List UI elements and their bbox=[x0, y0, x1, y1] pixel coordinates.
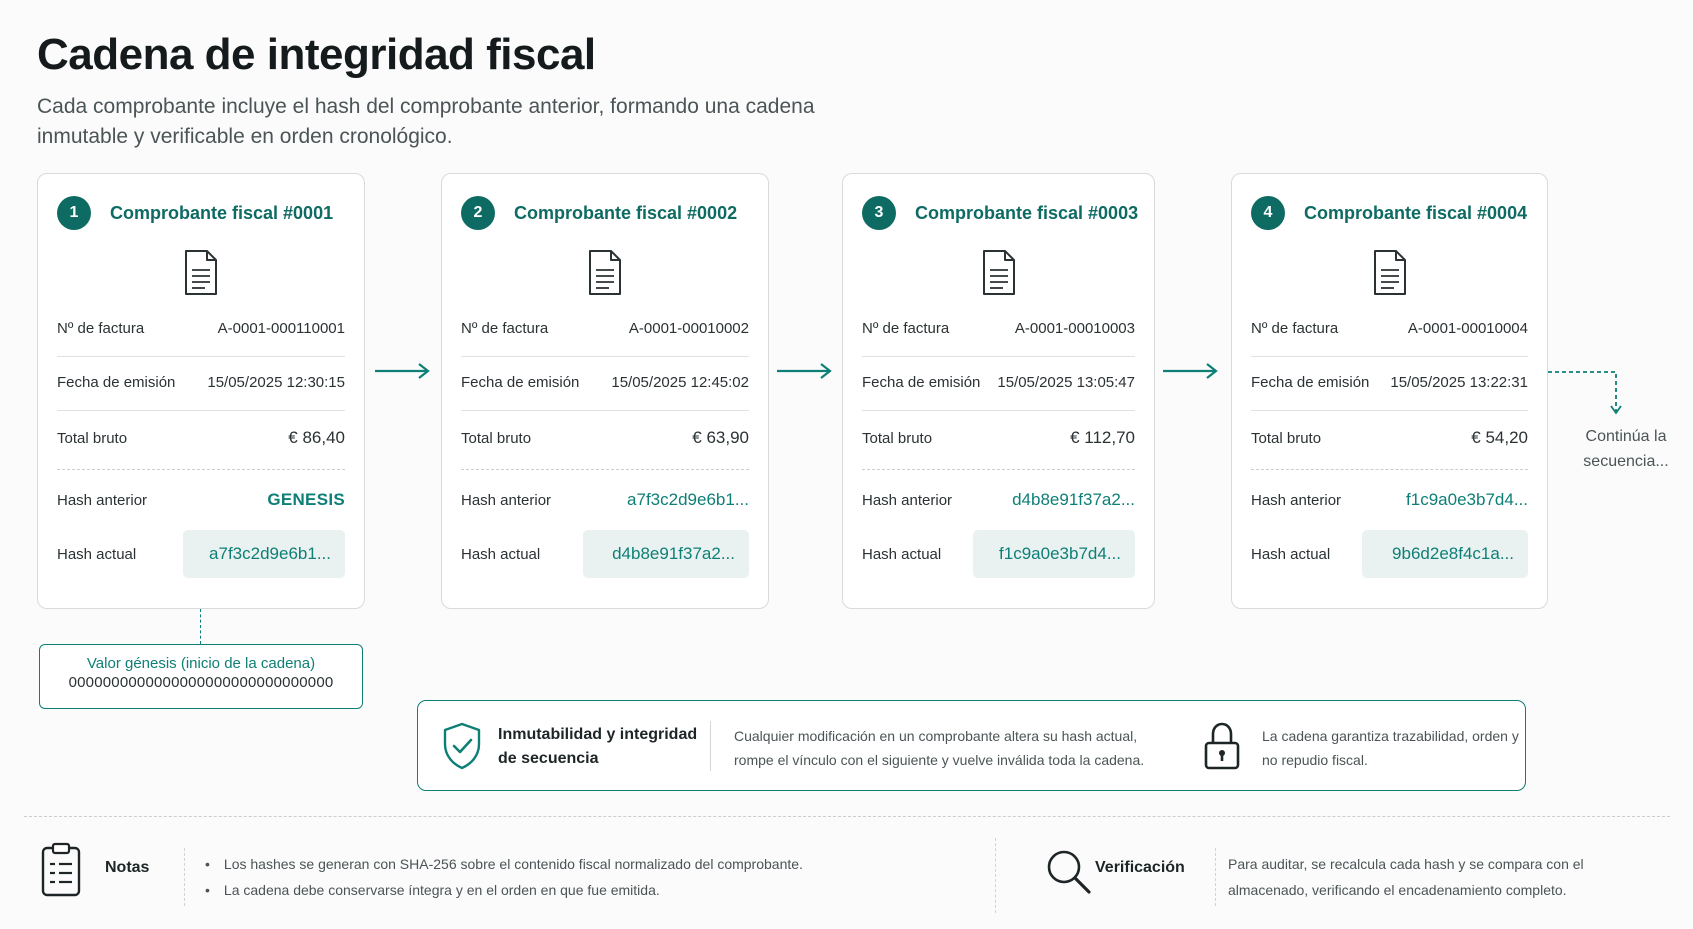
info-text-traceability: La cadena garantiza trazabilidad, orden y no repudio fiscal. bbox=[1262, 728, 1519, 768]
date-row bbox=[57, 374, 345, 391]
card-header bbox=[461, 196, 737, 230]
row-divider bbox=[57, 410, 345, 411]
current-hash-value: a7f3c2d9e6b1... bbox=[183, 530, 345, 578]
shield-check-icon bbox=[442, 722, 482, 770]
row-divider bbox=[862, 356, 1135, 357]
total-label: Total bruto bbox=[57, 429, 128, 447]
verification-divider bbox=[1215, 848, 1216, 906]
prev-hash-row bbox=[862, 490, 1135, 510]
row-divider bbox=[862, 410, 1135, 411]
prev-hash-value: f1c9a0e3b7d4... bbox=[1406, 490, 1528, 509]
continue-arrow-icon bbox=[1548, 362, 1628, 418]
row-divider bbox=[1251, 469, 1528, 470]
invoice-value: A-0001-00010003 bbox=[1014, 320, 1135, 337]
receipt-card-2 bbox=[441, 173, 769, 609]
date-value: 15/05/2025 12:45:02 bbox=[611, 374, 749, 391]
continue-label: Continúa la secuencia... bbox=[1583, 428, 1669, 470]
verification-text: Para auditar, se recalcula cada hash y se compara con el almacenado, verificando el encadenamiento completo. bbox=[1228, 856, 1584, 898]
card-title: Comprobante fiscal #0003 bbox=[915, 202, 1139, 223]
card-title: Comprobante fiscal #0004 bbox=[1304, 202, 1528, 223]
current-hash-label: Hash actual bbox=[1251, 545, 1331, 563]
total-row bbox=[461, 428, 749, 448]
invoice-value: A-0001-00010004 bbox=[1407, 320, 1528, 337]
card-header bbox=[1251, 196, 1527, 230]
prev-hash-row bbox=[461, 490, 749, 510]
clipboard-icon bbox=[40, 842, 82, 898]
invoice-row bbox=[461, 320, 749, 337]
row-divider bbox=[461, 356, 749, 357]
notes-divider bbox=[184, 848, 185, 906]
total-row bbox=[862, 428, 1135, 448]
prev-hash-label: Hash anterior bbox=[862, 491, 953, 509]
step-number-badge: 1 bbox=[57, 196, 91, 230]
card-header bbox=[862, 196, 1138, 230]
receipt-card-1 bbox=[37, 173, 365, 609]
invoice-label: Nº de factura bbox=[862, 320, 950, 337]
current-hash-value: d4b8e91f37a2... bbox=[583, 530, 749, 578]
prev-hash-label: Hash anterior bbox=[57, 491, 148, 509]
total-value: € 63,90 bbox=[692, 428, 749, 447]
genesis-value: 0000000000000000000000000000000 bbox=[68, 674, 334, 691]
step-number-badge: 2 bbox=[461, 196, 495, 230]
immutability-info-box bbox=[417, 700, 1526, 791]
date-label: Fecha de emisión bbox=[461, 374, 580, 391]
row-divider bbox=[1251, 410, 1528, 411]
row-divider bbox=[461, 410, 749, 411]
total-value: € 54,20 bbox=[1471, 428, 1528, 447]
current-hash-row bbox=[461, 530, 749, 578]
receipt-card-4 bbox=[1231, 173, 1548, 609]
page-title: Cadena de integridad fiscal bbox=[37, 30, 596, 79]
date-value: 15/05/2025 12:30:15 bbox=[207, 374, 345, 391]
date-label: Fecha de emisión bbox=[1251, 374, 1370, 391]
row-divider bbox=[57, 469, 345, 470]
document-icon bbox=[1372, 250, 1408, 296]
arrow-right-icon bbox=[1163, 361, 1219, 381]
arrow-right-icon bbox=[375, 361, 431, 381]
genesis-box bbox=[39, 644, 363, 709]
card-title: Comprobante fiscal #0002 bbox=[514, 202, 738, 223]
info-title: Inmutabilidad y integridad de secuencia bbox=[498, 726, 698, 767]
footer-divider bbox=[995, 838, 996, 913]
notes-list bbox=[205, 851, 803, 903]
card-header bbox=[57, 196, 333, 230]
current-hash-row bbox=[862, 530, 1135, 578]
invoice-value: A-0001-00010002 bbox=[628, 320, 749, 337]
document-icon bbox=[183, 250, 219, 296]
total-value: € 86,40 bbox=[288, 428, 345, 447]
step-number-badge: 4 bbox=[1251, 196, 1285, 230]
notes-label: Notas bbox=[105, 859, 150, 876]
total-value: € 112,70 bbox=[1070, 428, 1135, 447]
current-hash-row bbox=[57, 530, 345, 578]
list-item: • Los hashes se generan con SHA-256 sobre el contenido fiscal normalizado del comprobante. bbox=[205, 851, 803, 877]
row-divider bbox=[57, 356, 345, 357]
document-icon bbox=[981, 250, 1017, 296]
row-divider bbox=[1251, 356, 1528, 357]
total-label: Total bruto bbox=[862, 429, 933, 447]
current-hash-value: f1c9a0e3b7d4... bbox=[973, 530, 1135, 578]
invoice-row bbox=[862, 320, 1135, 337]
invoice-label: Nº de factura bbox=[57, 320, 145, 337]
date-row bbox=[461, 374, 749, 391]
step-number-badge: 3 bbox=[862, 196, 896, 230]
info-text-modification: Cualquier modificación en un comprobante altera su hash actual, rompe el vínculo con el siguiente y vuelve inválida toda la cadena. bbox=[734, 728, 1145, 768]
card-title: Comprobante fiscal #0001 bbox=[110, 202, 334, 223]
lock-icon bbox=[1203, 721, 1241, 771]
page-subtitle: Cada comprobante incluye el hash del comprobante anterior, formando una cadena inmutable y verificable en orden cronológico. bbox=[37, 95, 815, 148]
prev-hash-row bbox=[57, 490, 345, 510]
prev-hash-label: Hash anterior bbox=[461, 491, 552, 509]
prev-hash-value: d4b8e91f37a2... bbox=[1012, 490, 1135, 509]
total-label: Total bruto bbox=[461, 429, 532, 447]
row-divider bbox=[461, 469, 749, 470]
total-row bbox=[1251, 428, 1528, 448]
invoice-value: A-0001-000110001 bbox=[217, 320, 345, 337]
current-hash-label: Hash actual bbox=[862, 545, 942, 563]
arrow-right-icon bbox=[777, 361, 833, 381]
date-value: 15/05/2025 13:22:31 bbox=[1390, 374, 1528, 391]
total-row bbox=[57, 428, 345, 448]
row-divider bbox=[862, 469, 1135, 470]
date-row bbox=[1251, 374, 1528, 391]
genesis-connector bbox=[200, 609, 201, 644]
info-divider bbox=[710, 721, 711, 771]
genesis-label: Valor génesis (inicio de la cadena) bbox=[86, 655, 316, 672]
verification-label: Verificación bbox=[1095, 859, 1185, 876]
date-label: Fecha de emisión bbox=[862, 374, 981, 391]
prev-hash-value: a7f3c2d9e6b1... bbox=[627, 490, 749, 509]
prev-hash-row bbox=[1251, 490, 1528, 510]
magnifier-icon bbox=[1045, 848, 1093, 896]
invoice-row bbox=[1251, 320, 1528, 337]
current-hash-row bbox=[1251, 530, 1528, 578]
prev-hash-value: GENESIS bbox=[267, 490, 345, 509]
section-divider bbox=[24, 816, 1670, 817]
invoice-label: Nº de factura bbox=[461, 320, 549, 337]
date-label: Fecha de emisión bbox=[57, 374, 176, 391]
current-hash-value: 9b6d2e8f4c1a... bbox=[1362, 530, 1528, 578]
document-icon bbox=[587, 250, 623, 296]
current-hash-label: Hash actual bbox=[57, 545, 137, 563]
list-item: • La cadena debe conservarse íntegra y en el orden en que fue emitida. bbox=[205, 877, 803, 903]
current-hash-label: Hash actual bbox=[461, 545, 541, 563]
date-row bbox=[862, 374, 1135, 391]
invoice-label: Nº de factura bbox=[1251, 320, 1339, 337]
prev-hash-label: Hash anterior bbox=[1251, 491, 1342, 509]
total-label: Total bruto bbox=[1251, 429, 1322, 447]
invoice-row bbox=[57, 320, 345, 337]
date-value: 15/05/2025 13:05:47 bbox=[997, 374, 1135, 391]
receipt-card-3 bbox=[842, 173, 1155, 609]
